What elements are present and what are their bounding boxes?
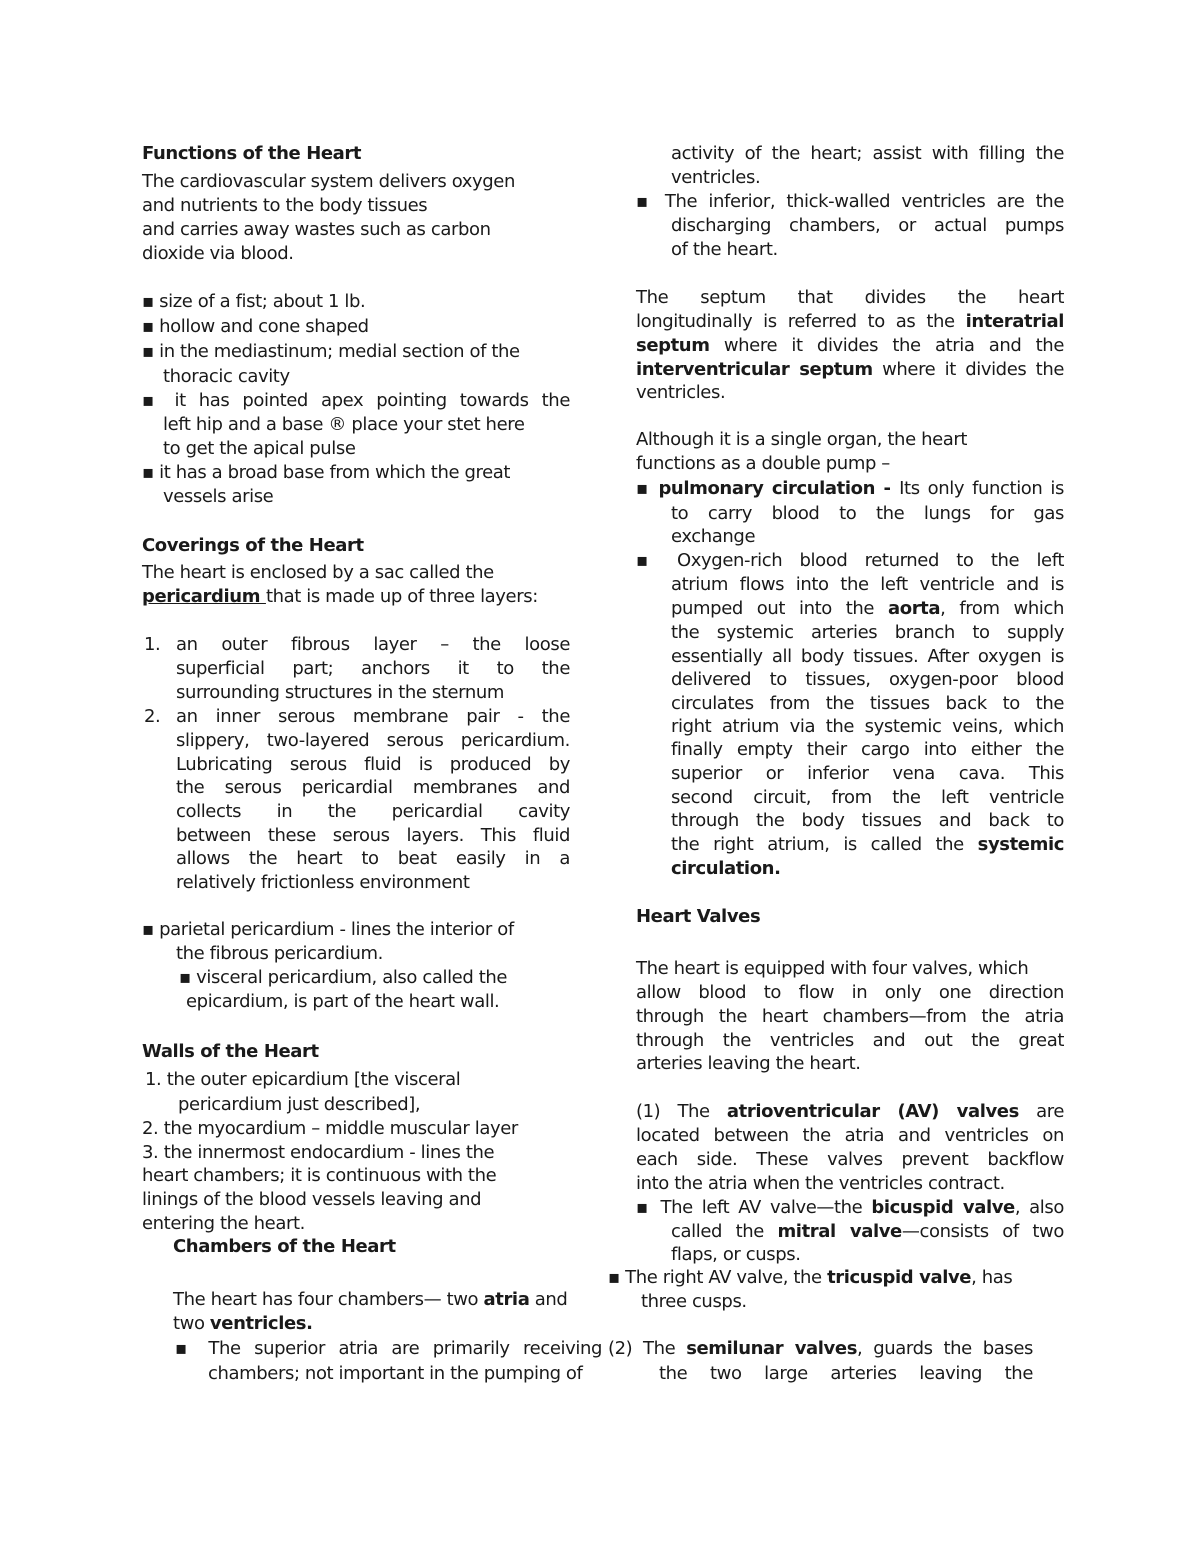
functions-para-line: dioxide via blood. (142, 243, 294, 264)
pump-line: essentially all body tissues. After oxygen is (671, 646, 1064, 667)
functions-bullet-cont: thoracic cavity (163, 366, 290, 387)
coverings-list-line: Lubricating serous fluid is produced by (176, 754, 570, 775)
functions-bullet-cont: vessels arise (163, 486, 274, 507)
functions-bullet: ▪ it has a broad base from which the great (142, 462, 511, 483)
valves-line: each side. These valves prevent backflow (636, 1149, 1064, 1170)
pump-line: through the body tissues and back to (671, 810, 1064, 831)
walls-line: 1. the outer epicardium [the visceral (145, 1069, 461, 1090)
valves-line: The heart is equipped with four valves, which (636, 958, 1029, 979)
valves-line: The semilunar valves, guards the bases (643, 1338, 1034, 1359)
pump-line: superior or inferior vena cava. This (671, 763, 1064, 784)
valves-heading: Heart Valves (636, 906, 761, 927)
walls-line: 3. the innermost endocardium - lines the (142, 1142, 495, 1163)
walls-heading: Walls of the Heart (142, 1041, 319, 1062)
pump-line: functions as a double pump – (636, 453, 890, 474)
coverings-list-line: relatively frictionless environment (176, 872, 470, 893)
functions-bullet: ▪ in the mediastinum; medial section of the (142, 341, 520, 362)
septum-line: ventricles. (636, 382, 726, 403)
valves-line: called the mitral valve—consists of two (671, 1221, 1064, 1242)
coverings-list-line: collects in the pericardial cavity (176, 801, 570, 822)
semilunar-term: semilunar valves (686, 1338, 858, 1359)
list-number: 2. (144, 706, 161, 727)
interatrial-term: interatrial (965, 311, 1064, 332)
coverings-list-line: slippery, two-layered serous pericardium. (176, 730, 570, 751)
pump-line: the right atrium, is called the systemic (671, 834, 1064, 855)
visceral-line: ▪ visceral pericardium, also called the (179, 967, 508, 988)
septum-line: longitudinally is referred to as the interatrial (636, 311, 1064, 332)
functions-bullet: ▪ hollow and cone shaped (142, 316, 369, 337)
pump-line: Although it is a single organ, the heart (636, 429, 968, 450)
mitral-term: mitral valve (777, 1221, 902, 1242)
tricuspid-term: tricuspid valve (827, 1267, 972, 1288)
valves-line: ▪ The right AV valve, the tricuspid valve, has (608, 1267, 1013, 1288)
coverings-list-line: the serous pericardial membranes and (176, 777, 570, 798)
valves-line: allow blood to flow in only one direction (636, 982, 1064, 1003)
valves-line: the two large arteries leaving the (659, 1363, 1033, 1384)
chambers-line: two ventricles. (173, 1313, 313, 1334)
functions-heading: Functions of the Heart (142, 143, 362, 164)
functions-bullet: ▪ it has pointed apex pointing towards the (142, 390, 570, 411)
valves-line: three cusps. (641, 1291, 747, 1312)
coverings-list-line: between these serous layers. This fluid (176, 825, 570, 846)
systemic-term: systemic (977, 834, 1064, 855)
pump-line: delivered to tissues, oxygen-poor blood (671, 669, 1064, 690)
coverings-list-line: superficial part; anchors it to the (176, 658, 570, 679)
interventricular-term: interventricular septum (636, 359, 873, 380)
coverings-list-line: allows the heart to beat easily in a (176, 848, 570, 869)
coverings-list-line: an outer fibrous layer – the loose (176, 634, 570, 655)
parietal-line: ▪ parietal pericardium - lines the interior of (142, 919, 514, 940)
pump-line: right atrium via the systemic veins, which (671, 716, 1064, 737)
coverings-list-line: surrounding structures in the sternum (176, 682, 505, 703)
coverings-intro: The heart is enclosed by a sac called the (142, 562, 494, 583)
coverings-list-line: an inner serous membrane pair - the (176, 706, 570, 727)
functions-bullet-cont: left hip and a base ® place your stet here (163, 414, 525, 435)
pump-line: finally empty their cargo into either the (671, 739, 1064, 760)
right-cont-line: discharging chambers, or actual pumps (671, 215, 1064, 236)
aorta-term: aorta (887, 598, 941, 619)
valves-line: into the atria when the ventricles contract. (636, 1173, 1005, 1194)
pulmonary-term: pulmonary circulation - (658, 478, 900, 499)
valves-line: arteries leaving the heart. (636, 1053, 861, 1074)
pump-line: atrium flows into the left ventricle and is (671, 574, 1064, 595)
right-cont-line: ▪ The inferior, thick-walled ventricles are the (636, 191, 1064, 212)
chambers-line: The heart has four chambers— two atria and (173, 1289, 568, 1310)
pump-line: ▪ pulmonary circulation - Its only function is (636, 478, 1064, 499)
right-cont-line: of the heart. (671, 239, 778, 260)
functions-bullet: ▪ size of a fist; about 1 lb. (142, 291, 366, 312)
pump-line: pumped out into the aorta, from which (671, 598, 1064, 619)
valves-line: flaps, or cusps. (671, 1244, 801, 1265)
functions-bullet-cont: to get the apical pulse (163, 438, 356, 459)
pericardium-term: pericardium (142, 586, 266, 607)
pump-line: ▪ Oxygen-rich blood returned to the left (636, 550, 1064, 571)
valves-line: (1) The atrioventricular (AV) valves are (636, 1101, 1064, 1122)
visceral-line: epicardium, is part of the heart wall. (186, 991, 500, 1012)
walls-line: entering the heart. (142, 1213, 305, 1234)
walls-line: linings of the blood vessels leaving and (142, 1189, 482, 1210)
functions-para-line: and nutrients to the body tissues (142, 195, 428, 216)
pump-line: circulation. (671, 858, 781, 879)
valves-line: through the heart chambers—from the atria (636, 1006, 1064, 1027)
semilunar-number: (2) (608, 1338, 633, 1359)
walls-line: heart chambers; it is continuous with the (142, 1165, 497, 1186)
functions-para-line: and carries away wastes such as carbon (142, 219, 491, 240)
pump-line: the systemic arteries branch to supply (671, 622, 1064, 643)
chambers-line: ▪ The superior atria are primarily receiving (175, 1338, 602, 1359)
bicuspid-term: bicuspid valve (871, 1197, 1015, 1218)
chambers-line: chambers; not important in the pumping of (208, 1363, 583, 1384)
parietal-line: the fibrous pericardium. (176, 943, 383, 964)
pump-line: second circuit, from the left ventricle (671, 787, 1064, 808)
right-cont-line: ventricles. (671, 167, 761, 188)
right-cont-line: activity of the heart; assist with filling the (671, 143, 1064, 164)
valves-line: located between the atria and ventricles on (636, 1125, 1064, 1146)
septum-line: The septum that divides the heart (636, 287, 1064, 308)
pump-line: to carry blood to the lungs for gas (671, 503, 1064, 524)
walls-line: pericardium just described], (178, 1094, 421, 1115)
septum-line: interventricular septum where it divides the (636, 359, 1064, 380)
valves-line: ▪ The left AV valve—the bicuspid valve, also (636, 1197, 1065, 1218)
coverings-heading: Coverings of the Heart (142, 535, 364, 556)
av-valves-term: atrioventricular (AV) valves (726, 1101, 1019, 1122)
pump-line: circulates from the tissues back to the (671, 693, 1064, 714)
valves-line: through the ventricles and out the great (636, 1030, 1064, 1051)
chambers-heading: Chambers of the Heart (173, 1236, 396, 1257)
pump-line: exchange (671, 526, 756, 547)
septum-line: septum where it divides the atria and the (636, 335, 1064, 356)
coverings-intro: pericardium that is made up of three layers: (142, 586, 538, 607)
walls-line: 2. the myocardium – middle muscular layer (142, 1118, 518, 1139)
list-number: 1. (144, 634, 161, 655)
functions-para-line: The cardiovascular system delivers oxygen (142, 171, 515, 192)
